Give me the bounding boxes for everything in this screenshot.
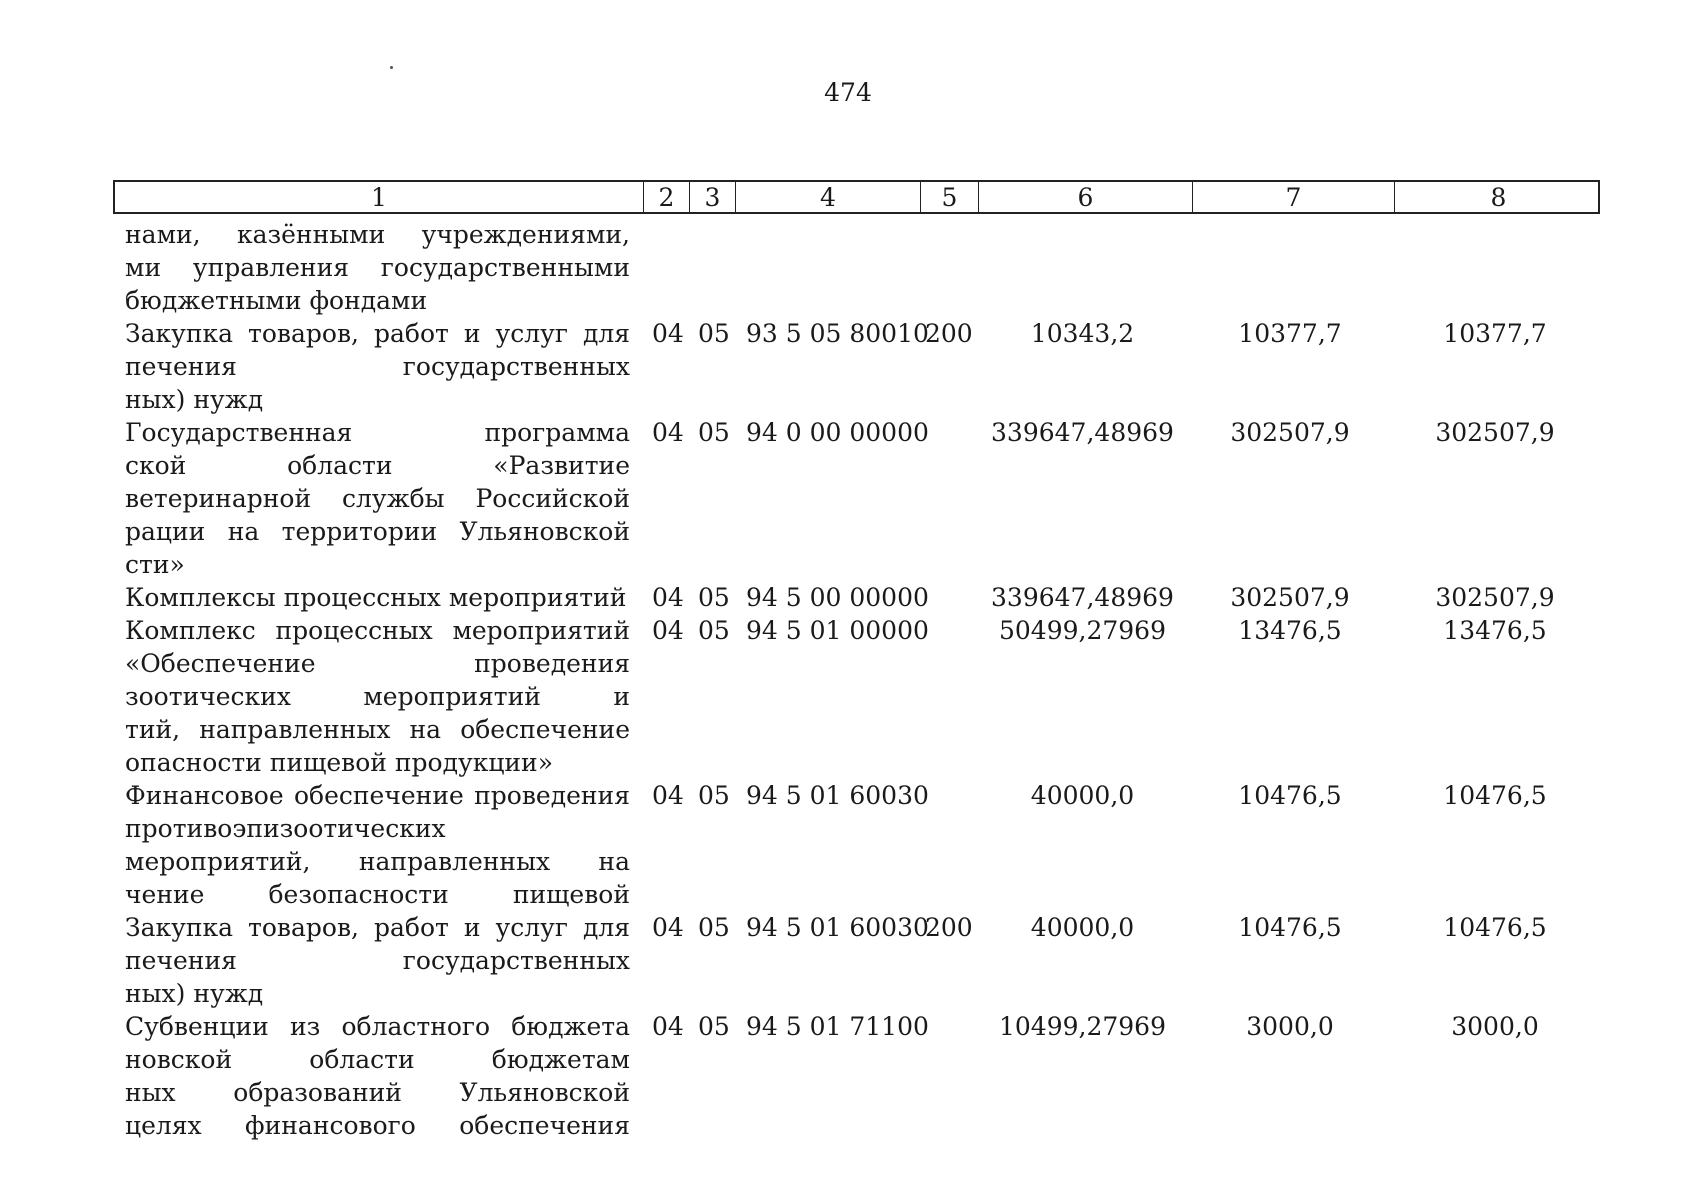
- description-line: Закупка товаров, работ и услуг для: [125, 913, 630, 942]
- header-col-5: 5: [920, 182, 978, 212]
- cell-col-6: 40000,0: [1030, 913, 1135, 942]
- table-row: [0, 779, 1696, 911]
- header-col-8: 8: [1394, 182, 1602, 212]
- cell-col-6: 10343,2: [1030, 319, 1135, 348]
- cell-col-3: 05: [698, 1012, 730, 1041]
- cell-col-5: [925, 779, 975, 812]
- table-row: [0, 581, 1696, 614]
- cell-col-5: [925, 581, 975, 614]
- description-line: «Обеспечение проведения: [125, 649, 630, 678]
- page-number: 474: [824, 78, 872, 107]
- description-line: зоотических мероприятий и: [125, 682, 630, 711]
- description-line: Закупка товаров, работ и услуг для: [125, 319, 630, 348]
- description-line: целях финансового обеспечения: [125, 1111, 630, 1140]
- row-description: [125, 911, 630, 1010]
- row-description: [125, 581, 630, 614]
- cell-col-3: 05: [698, 319, 730, 348]
- cell-col-6: 339647,48969: [991, 583, 1174, 612]
- cell-col-2: [652, 218, 690, 251]
- cell-col-5: [925, 218, 975, 251]
- scan-speck: [390, 66, 393, 69]
- cell-col-6: 10499,27969: [998, 1012, 1166, 1041]
- description-line: Финансовое обеспечение проведения: [125, 781, 630, 810]
- table-row: [0, 911, 1696, 1010]
- table-row: [0, 416, 1696, 581]
- cell-col-6: 50499,27969: [998, 616, 1166, 645]
- description-line: новской области бюджетам: [125, 1045, 630, 1074]
- header-col-7: 7: [1192, 182, 1394, 212]
- description-line: ми управления государственными: [125, 253, 630, 282]
- description-line: печения государственных: [125, 946, 630, 975]
- cell-col-7: 10476,5: [1238, 913, 1342, 942]
- cell-col-7: 10476,5: [1238, 781, 1342, 810]
- description-line: сти»: [125, 550, 185, 579]
- cell-col-5: [925, 416, 975, 449]
- header-col-3: 3: [689, 182, 735, 212]
- row-description: [125, 317, 630, 416]
- row-description: [125, 779, 630, 911]
- description-line: ных) нужд: [125, 979, 264, 1008]
- cell-col-8: [1390, 218, 1600, 251]
- cell-col-8: 302507,9: [1435, 418, 1555, 447]
- cell-col-8: 10476,5: [1443, 913, 1547, 942]
- description-line: мероприятий, направленных на: [125, 847, 630, 876]
- description-line: ных) нужд: [125, 385, 264, 414]
- description-line: тий, направленных на обеспечение: [125, 715, 630, 744]
- cell-col-4: 94 5 01 60030: [746, 913, 929, 942]
- cell-col-5: [925, 614, 975, 647]
- cell-col-8: 10476,5: [1443, 781, 1547, 810]
- header-col-2: 2: [643, 182, 689, 212]
- description-line: противоэпизоотических: [125, 814, 446, 843]
- cell-col-4: 94 5 01 71100: [746, 1012, 929, 1041]
- cell-col-8: 3000,0: [1451, 1012, 1539, 1041]
- description-line: Комплекс процессных мероприятий: [125, 616, 630, 645]
- cell-col-6: [975, 218, 1190, 251]
- cell-col-5: [925, 1010, 975, 1043]
- header-col-4: 4: [735, 182, 920, 212]
- table-row: [0, 1010, 1696, 1142]
- cell-col-7: 13476,5: [1238, 616, 1342, 645]
- cell-col-2: 04: [652, 418, 684, 447]
- row-description: [125, 1010, 630, 1142]
- description-line: Государственная программа: [125, 418, 630, 447]
- description-line: рации на территории Ульяновской: [125, 517, 630, 546]
- cell-col-7: 3000,0: [1246, 1012, 1334, 1041]
- table-row: [0, 614, 1696, 779]
- description-line: ных образований Ульяновской: [125, 1078, 630, 1107]
- cell-col-3: [698, 218, 736, 251]
- cell-col-2: 04: [652, 1012, 684, 1041]
- table-row: [0, 317, 1696, 416]
- description-line: ской области «Развитие: [125, 451, 630, 480]
- row-description: [125, 416, 630, 581]
- cell-col-4: 94 5 01 00000: [746, 616, 929, 645]
- table-row: [0, 218, 1696, 317]
- cell-col-2: 04: [652, 913, 684, 942]
- cell-col-3: 05: [698, 913, 730, 942]
- description-line: бюджетными фондами: [125, 286, 428, 315]
- cell-col-3: 05: [698, 583, 730, 612]
- cell-col-3: 05: [698, 781, 730, 810]
- cell-col-8: 13476,5: [1443, 616, 1547, 645]
- cell-col-7: 10377,7: [1238, 319, 1342, 348]
- cell-col-2: 04: [652, 781, 684, 810]
- description-line: чение безопасности пищевой: [125, 880, 630, 909]
- cell-col-4: 94 0 00 00000: [746, 418, 929, 447]
- cell-col-2: 04: [652, 319, 684, 348]
- description-line: опасности пищевой продукции»: [125, 748, 554, 777]
- cell-col-4: [746, 218, 906, 251]
- description-line: ветеринарной службы Российской: [125, 484, 630, 513]
- cell-col-4: 94 5 01 60030: [746, 781, 929, 810]
- cell-col-2: 04: [652, 583, 684, 612]
- cell-col-7: [1190, 218, 1390, 251]
- cell-col-7: 302507,9: [1230, 418, 1350, 447]
- cell-col-6: 339647,48969: [991, 418, 1174, 447]
- row-description: [125, 614, 630, 779]
- cell-col-8: 10377,7: [1443, 319, 1547, 348]
- description-line: печения государственных: [125, 352, 630, 381]
- cell-col-4: 94 5 00 00000: [746, 583, 929, 612]
- cell-col-5: 200: [925, 319, 973, 348]
- cell-col-6: 40000,0: [1030, 781, 1135, 810]
- cell-col-4: 93 5 05 80010: [746, 319, 929, 348]
- header-col-6: 6: [978, 182, 1192, 212]
- cell-col-7: 302507,9: [1230, 583, 1350, 612]
- description-line: нами, казёнными учреждениями,: [125, 220, 630, 249]
- cell-col-3: 05: [698, 616, 730, 645]
- cell-col-8: 302507,9: [1435, 583, 1555, 612]
- table-header: [113, 180, 1600, 214]
- row-description: [125, 218, 630, 317]
- cell-col-5: 200: [925, 913, 973, 942]
- description-line: Субвенции из областного бюджета: [125, 1012, 630, 1041]
- cell-col-2: 04: [652, 616, 684, 645]
- cell-col-3: 05: [698, 418, 730, 447]
- description-line: Комплексы процессных мероприятий: [125, 583, 627, 612]
- header-col-1: 1: [371, 182, 387, 212]
